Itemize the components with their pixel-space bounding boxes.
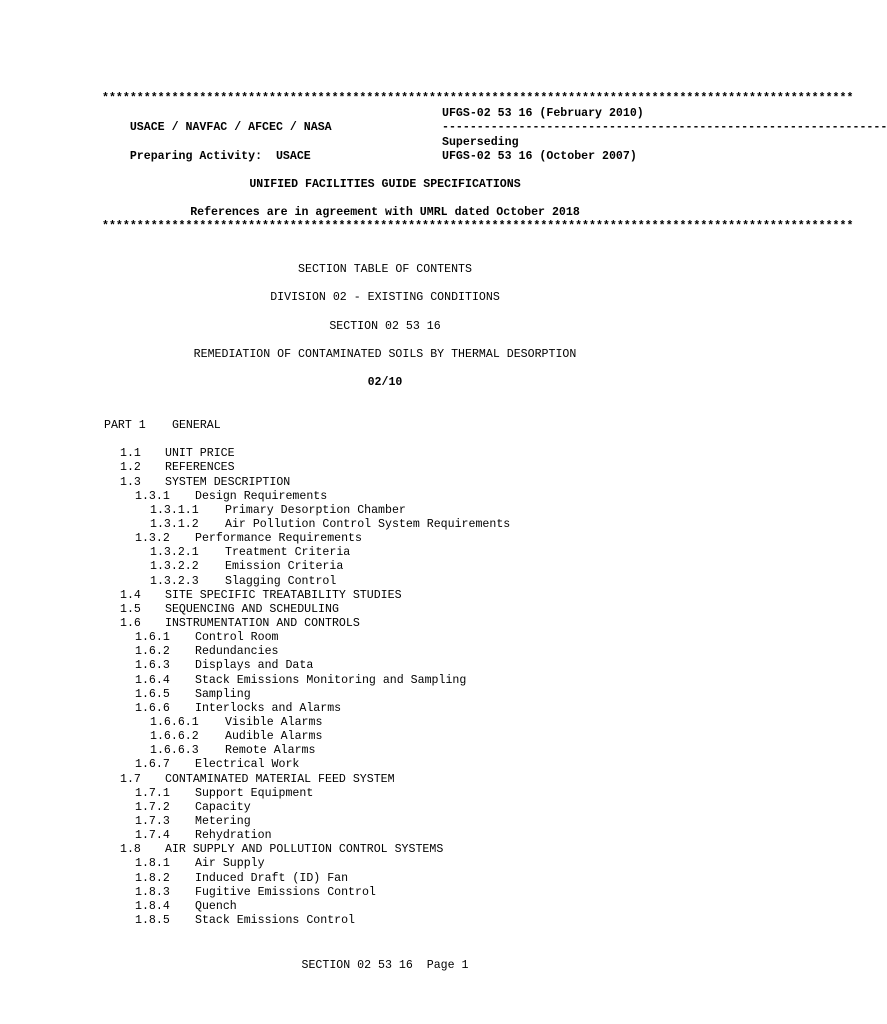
toc-entry-number: 1.6.5 [135, 687, 170, 701]
agencies-label: USACE / NAVFAC / AFCEC / NASA [129, 121, 332, 135]
toc-entry [104, 716, 724, 730]
toc-entry-number: 1.8.3 [135, 885, 170, 899]
toc-entry-number: 1.8.2 [135, 871, 170, 885]
toc-entry-number: 1.6.4 [135, 673, 170, 687]
toc-entry [104, 872, 724, 886]
toc-entry [104, 857, 724, 871]
toc-entry [104, 702, 724, 716]
toc-entry-title: Emission Criteria [225, 560, 344, 574]
toc-entry [104, 617, 724, 631]
toc-entry-title: Control Room [195, 631, 279, 645]
toc-entry-number: 1.8.4 [135, 899, 170, 913]
toc-entry-title: INSTRUMENTATION AND CONTROLS [165, 616, 360, 630]
toc-entry-number: 1.3.1.2 [150, 517, 199, 531]
division-title: DIVISION 02 - EXISTING CONDITIONS [270, 291, 500, 304]
toc-entry-title: Audible Alarms [225, 730, 323, 744]
toc-entry [104, 787, 724, 801]
toc-entry-number: 1.5 [120, 602, 141, 616]
toc-entry-number: 1.3 [120, 475, 141, 489]
toc-entry-number: 1.6 [120, 616, 141, 630]
toc-entry-number: 1.3.1.1 [150, 503, 199, 517]
toc-entry-number: 1.7.1 [135, 786, 170, 800]
toc-entry-title: Remote Alarms [225, 744, 316, 758]
toc-entry-number: 1.3.2.3 [150, 574, 199, 588]
toc-entry-number: 1.3.2.2 [150, 560, 199, 574]
toc-entry-title: Displays and Data [195, 659, 314, 673]
ufgs-previous-label: UFGS-02 53 16 (October 2007) [442, 150, 637, 163]
toc-spacer [104, 433, 724, 447]
umrl-note: References are in agreement with UMRL dated October 2018 [190, 206, 580, 219]
toc-entry-title: Quench [195, 899, 237, 913]
toc-entry [104, 773, 724, 787]
table-of-contents [104, 419, 724, 928]
toc-entry-number: 1.1 [120, 447, 141, 461]
toc-entry-title: Slagging Control [225, 574, 337, 588]
toc-entry-title: Fugitive Emissions Control [195, 885, 376, 899]
toc-entry-title: Redundancies [195, 645, 279, 659]
toc-entry-title: Sampling [195, 687, 251, 701]
toc-entry [104, 603, 724, 617]
toc-entry [104, 674, 724, 688]
toc-entry-title: Interlocks and Alarms [195, 701, 342, 715]
toc-entry-title: Stack Emissions Control [195, 913, 356, 927]
section-name: REMEDIATION OF CONTAMINATED SOILS BY THERMAL DESORPTION [193, 348, 577, 361]
toc-entry [104, 490, 724, 504]
toc-entry [104, 461, 724, 475]
toc-entry-number: 1.3.2.1 [150, 546, 199, 560]
toc-entry [104, 659, 724, 673]
toc-entry-title: SEQUENCING AND SCHEDULING [165, 602, 339, 616]
toc-entry-title: GENERAL [172, 419, 221, 432]
toc-entry-number: 1.6.1 [135, 631, 170, 645]
toc-entry [104, 730, 724, 744]
toc-entry-title: Air Pollution Control System Requirements [225, 517, 511, 531]
toc-entry [104, 476, 724, 490]
guide-title: UNIFIED FACILITIES GUIDE SPECIFICATIONS [249, 178, 521, 191]
toc-entry [104, 560, 724, 574]
section-number: SECTION 02 53 16 [329, 320, 441, 333]
toc-entry-title: Visible Alarms [225, 715, 323, 729]
toc-entry-title: Induced Draft (ID) Fan [195, 871, 349, 885]
toc-entry [104, 447, 724, 461]
toc-entry-title: Electrical Work [195, 758, 300, 772]
toc-entry [104, 688, 724, 702]
preparing-activity-label: Preparing Activity: USACE [129, 150, 311, 164]
toc-entry-number: 1.6.6.3 [150, 744, 199, 758]
toc-entry [104, 744, 724, 758]
toc-entry-title: UNIT PRICE [165, 447, 235, 461]
toc-entry-title: Primary Desorption Chamber [225, 503, 406, 517]
toc-entry-title: Performance Requirements [195, 532, 362, 546]
toc-entry [104, 886, 724, 900]
toc-entry-title: Capacity [195, 800, 251, 814]
toc-entry-title: SITE SPECIFIC TREATABILITY STUDIES [165, 588, 402, 602]
toc-entry-title: Support Equipment [195, 786, 314, 800]
toc-entry [104, 575, 724, 589]
toc-entry-title: AIR SUPPLY AND POLLUTION CONTROL SYSTEMS [165, 843, 444, 857]
date-code: 02/10 [367, 376, 403, 389]
toc-entry-number: 1.7.2 [135, 800, 170, 814]
toc-entry-number: 1.4 [120, 588, 141, 602]
toc-entry [104, 900, 724, 914]
toc-entry-number: 1.6.2 [135, 645, 170, 659]
toc-entry-number: 1.3.1 [135, 489, 170, 503]
toc-entry-number: 1.3.2 [135, 532, 170, 546]
toc-entry [104, 532, 724, 546]
toc-entry-number: 1.6.6.2 [150, 730, 199, 744]
toc-entry [104, 518, 724, 532]
ufgs-current-label: UFGS-02 53 16 (February 2010) [442, 107, 644, 120]
toc-entry-number: 1.6.6 [135, 701, 170, 715]
toc-title: SECTION TABLE OF CONTENTS [298, 263, 472, 276]
toc-entry-number: 1.7.4 [135, 829, 170, 843]
page-footer: SECTION 02 53 16 Page 1 [301, 959, 469, 972]
toc-entry-title: Metering [195, 814, 251, 828]
toc-entry [104, 631, 724, 645]
toc-entry-number: 1.7 [120, 772, 141, 786]
toc-entry-number: 1.7.3 [135, 814, 170, 828]
toc-entry [104, 504, 724, 518]
toc-entry-number: 1.6.6.1 [150, 715, 199, 729]
toc-entry-title: Design Requirements [195, 489, 328, 503]
toc-entry [104, 801, 724, 815]
toc-entry [104, 589, 724, 603]
toc-entry-title: CONTAMINATED MATERIAL FEED SYSTEM [165, 772, 395, 786]
toc-entry-number: PART 1 [104, 419, 146, 432]
header-star-rule-bottom: ************************************************************************************************************ [102, 220, 854, 233]
superseding-label: Superseding [442, 136, 519, 149]
toc-entry-number: 1.8.1 [135, 857, 170, 871]
toc-entry [104, 914, 724, 928]
toc-entry [104, 546, 724, 560]
header-star-rule-top: ************************************************************************************************************ [102, 92, 854, 105]
toc-entry-number: 1.8 [120, 843, 141, 857]
toc-entry-number: 1.6.7 [135, 758, 170, 772]
toc-entry-number: 1.6.3 [135, 659, 170, 673]
toc-entry [104, 843, 724, 857]
toc-entry-title: REFERENCES [165, 461, 235, 475]
toc-entry-title: Stack Emissions Monitoring and Sampling [195, 673, 467, 687]
toc-entry-title: Treatment Criteria [225, 546, 351, 560]
toc-entry [104, 645, 724, 659]
header-dash-rule: ---------------------------------------------------------------- [442, 121, 887, 134]
toc-entry-title: Air Supply [195, 857, 265, 871]
toc-entry-number: 1.2 [120, 461, 141, 475]
toc-entry-title: SYSTEM DESCRIPTION [165, 475, 291, 489]
toc-part-entry [104, 419, 724, 433]
toc-entry [104, 829, 724, 843]
toc-entry-number: 1.8.5 [135, 913, 170, 927]
toc-entry [104, 758, 724, 772]
toc-entry [104, 815, 724, 829]
toc-entry-title: Rehydration [195, 829, 272, 843]
